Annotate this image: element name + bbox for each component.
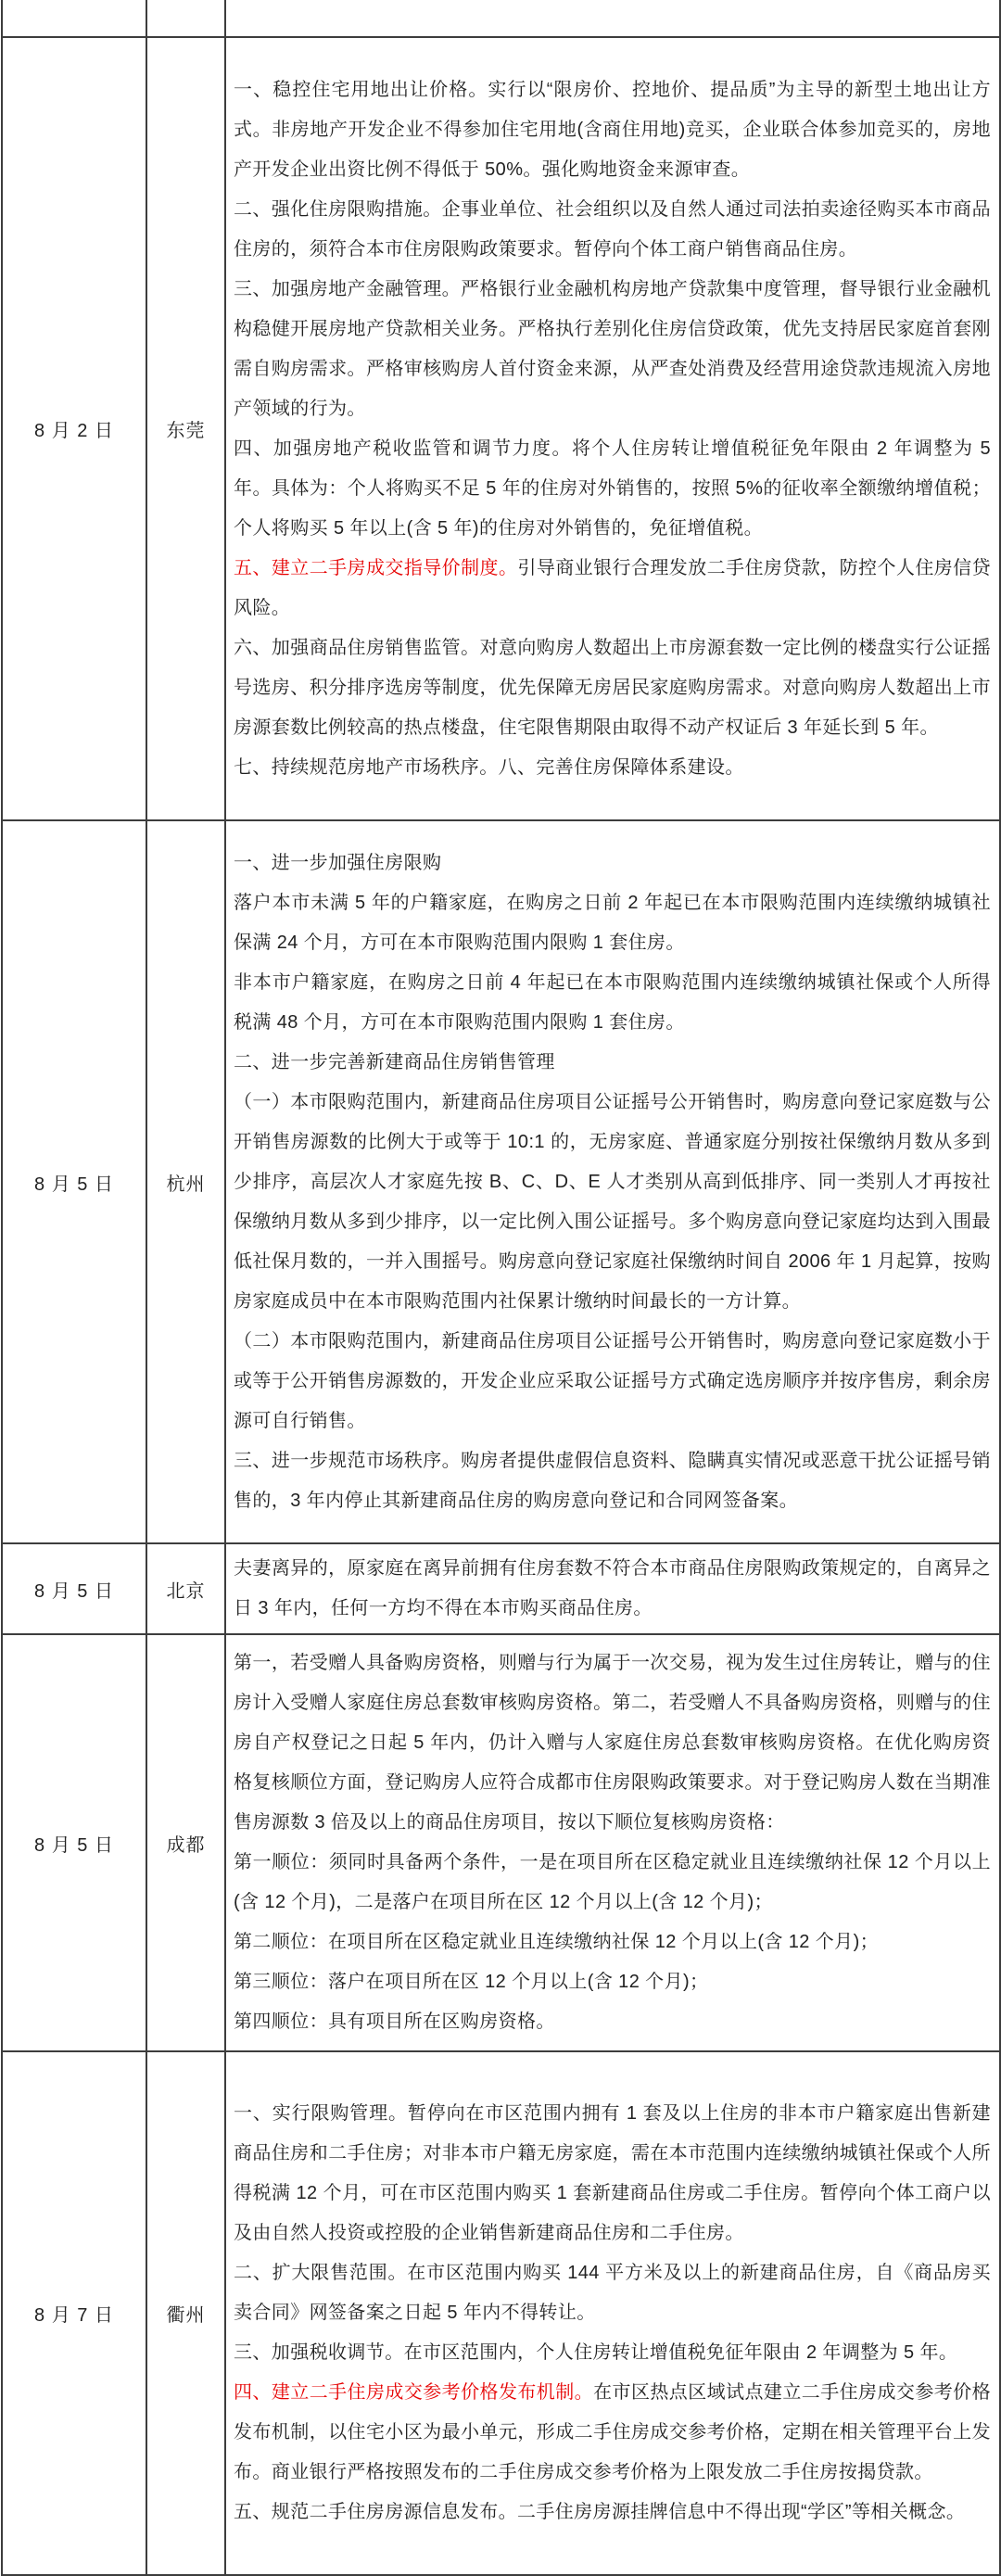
city-cell: 杭州 bbox=[146, 820, 225, 1543]
highlight-red-text: 五、建立二手房成交指导价制度。 bbox=[234, 557, 518, 578]
city-cell bbox=[146, 0, 225, 37]
policy-text: 六、加强商品住房销售监管。对意向购房人数超出上市房源套数一定比例的楼盘实行公证摇号选房、积分排序选房等制度，优先保障无房居民家庭购房需求。对意向购房人数超出上市房源套数比例较高的热点楼盘，住宅限售期限由取得不动产权证后 3 年延长到 5 年。 bbox=[234, 637, 991, 738]
city-cell: 衢州 bbox=[146, 2051, 225, 2575]
policy-paragraph bbox=[234, 270, 991, 429]
policy-text: 夫妻离异的，原家庭在离异前拥有住房套数不符合本市商品住房限购政策规定的，自离异之日 3 年内，任何一方均不得在本市购买商品住房。 bbox=[234, 1558, 991, 1618]
policy-text: 第二顺位：在项目所在区稳定就业且连续缴纳社保 12 个月以上(含 12 个月)； bbox=[234, 1932, 880, 1952]
highlight-red-text: 四、建立二手住房成交参考价格发布机制。 bbox=[234, 2382, 594, 2403]
policy-text: 第三顺位：落户在项目所在区 12 个月以上(含 12 个月)； bbox=[234, 1972, 709, 1992]
policy-text: （一）本市限购范围内，新建商品住房项目公证摇号公开销售时，购房意向登记家庭数与公开销售房源数的比例大于或等于 10:1 的，无房家庭、普通家庭分别按社保缴纳月数从多到少排序，高层次人才家庭先按 B、C、D、E 人才类别从高到低排序、同一类别人才再按社保缴纳月数从多到少排序，以一定比例入围公证摇号。多个购房意向登记家庭均达到入围最低社保月数的，一并入围摇号。购房意向登记家庭社保缴纳时间自 2006 年 1 月起算，按购房家庭成员中在本市限购范围内社保累计缴纳时间最长的一方计算。 bbox=[234, 1091, 991, 1312]
policy-paragraph bbox=[234, 1549, 991, 1629]
policy-paragraph bbox=[234, 1441, 991, 1521]
policy-text: 三、加强税收调节。在市区范围内，个人住房转让增值税免征年限由 2 年调整为 5 年。 bbox=[234, 2342, 958, 2363]
city-cell: 北京 bbox=[146, 1543, 225, 1634]
table-row bbox=[2, 2051, 1000, 2575]
policy-text: 第一顺位：须同时具备两个条件，一是在项目所在区稳定就业且连续缴纳社保 12 个月以上(含 12 个月)，二是落户在项目所在区 12 个月以上(含 12 个月)； bbox=[234, 1852, 991, 1912]
policy-paragraph bbox=[234, 70, 991, 190]
policy-paragraph bbox=[234, 963, 991, 1043]
policy-paragraph bbox=[234, 883, 991, 963]
date-cell: 8 月 2 日 bbox=[2, 37, 146, 820]
policy-paragraph bbox=[234, 628, 991, 748]
policy-paragraph bbox=[234, 429, 991, 549]
policy-text: 一、实行限购管理。暂停向在市区范围内拥有 1 套及以上住房的非本市户籍家庭出售新建商品住房和二手住房；对非本市户籍无房家庭，需在本市范围内连续缴纳城镇社保或个人所得税满 12 个月，可在市区范围内购买 1 套新建商品住房或二手住房。暂停向个体工商户以及由自然人投资或控股的企业销售新建商品住房和二手住房。 bbox=[234, 2103, 991, 2243]
policy-paragraph bbox=[234, 1043, 991, 1083]
policy-paragraph bbox=[234, 2094, 991, 2253]
policy-text: 非本市户籍家庭，在购房之日前 4 年起已在本市限购范围内连续缴纳城镇社保或个人所得税满 48 个月，方可在本市限购范围内限购 1 套住房。 bbox=[234, 971, 991, 1033]
policy-text: 一、稳控住宅用地出让价格。实行以“限房价、控地价、提品质”为主导的新型土地出让方式。非房地产开发企业不得参加住宅用地(含商住用地)竞买，企业联合体参加竞买的，房地产开发企业出资比例不得低于 50%。强化购地资金来源审查。 bbox=[234, 79, 991, 180]
city-cell: 成都 bbox=[146, 1634, 225, 2051]
table-row bbox=[2, 1543, 1000, 1634]
policy-paragraph bbox=[234, 1643, 991, 1843]
policy-paragraph bbox=[234, 1322, 991, 1441]
policy-paragraph bbox=[234, 2333, 991, 2373]
policy-text: 落户本市未满 5 年的户籍家庭，在购房之日前 2 年起已在本市限购范围内连续缴纳城镇社保满 24 个月，方可在本市限购范围内限购 1 套住房。 bbox=[234, 892, 991, 953]
partial-row-top bbox=[2, 0, 1000, 37]
policy-text: 五、规范二手住房房源信息发布。二手住房房源挂牌信息中不得出现“学区”等相关概念。 bbox=[234, 2502, 966, 2522]
policy-text: 四、加强房地产税收监管和调节力度。将个人住房转让增值税征免年限由 2 年调整为 5 年。具体为：个人将购买不足 5 年的住房对外销售的，按照 5%的征收率全额缴纳增值税；个人将购买 5 年以上(含 5 年)的住房对外销售的，免征增值税。 bbox=[234, 438, 991, 539]
policy-paragraph bbox=[234, 549, 991, 628]
policy-paragraph bbox=[234, 844, 991, 883]
table-row bbox=[2, 820, 1000, 1543]
policy-text: 三、加强房地产金融管理。严格银行业金融机构房地产贷款集中度管理，督导银行业金融机构稳健开展房地产贷款相关业务。严格执行差别化住房信贷政策，优先支持居民家庭首套刚需自购房需求。严格审核购房人首付资金来源，从严查处消费及经营用途贷款违规流入房地产领域的行为。 bbox=[234, 278, 991, 419]
policy-paragraph bbox=[234, 2493, 991, 2532]
policy-paragraph bbox=[234, 2373, 991, 2493]
policy-paragraph bbox=[234, 1843, 991, 1922]
policy-cell bbox=[225, 1543, 1000, 1634]
policy-text: 在市区热点区域试点建立二手住房成交参考价格发布机制，以住宅小区为最小单元，形成二手住房成交参考价格，定期在相关管理平台上发布。商业银行严格按照发布的二手住房成交参考价格为上限发放二手住房按揭贷款。 bbox=[234, 2382, 991, 2482]
policy-paragraph bbox=[234, 1083, 991, 1322]
policy-text: 引导商业银行合理发放二手住房贷款，防控个人住房信贷风险。 bbox=[234, 557, 992, 618]
policy-cell bbox=[225, 0, 1000, 37]
table-row bbox=[2, 37, 1000, 820]
policy-paragraph bbox=[234, 2002, 991, 2042]
date-cell: 8 月 5 日 bbox=[2, 1634, 146, 2051]
policy-cell bbox=[225, 37, 1000, 820]
policy-paragraph bbox=[234, 190, 991, 270]
date-cell: 8 月 5 日 bbox=[2, 1543, 146, 1634]
policy-text: （二）本市限购范围内，新建商品住房项目公证摇号公开销售时，购房意向登记家庭数小于或等于公开销售房源数的，开发企业应采取公证摇号方式确定选房顺序并按序售房，剩余房源可自行销售。 bbox=[234, 1330, 991, 1431]
policy-text: 二、扩大限售范围。在市区范围内购买 144 平方米及以上的新建商品住房，自《商品房买卖合同》网签备案之日起 5 年内不得转让。 bbox=[234, 2263, 991, 2323]
policy-table bbox=[1, 0, 1001, 2576]
policy-cell bbox=[225, 2051, 1000, 2575]
city-cell: 东莞 bbox=[146, 37, 225, 820]
policy-table-body bbox=[2, 0, 1000, 2575]
policy-cell bbox=[225, 1634, 1000, 2051]
date-cell bbox=[2, 0, 146, 37]
policy-paragraph bbox=[234, 2253, 991, 2333]
policy-text: 第一，若受赠人具备购房资格，则赠与行为属于一次交易，视为发生过住房转让，赠与的住房计入受赠人家庭住房总套数审核购房资格。第二，若受赠人不具备购房资格，则赠与的住房自产权登记之日起 5 年内，仍计入赠与人家庭住房总套数审核购房资格。在优化购房资格复核顺位方面，登记购房人应符合成都市住房限购政策要求。对于登记购房人数在当期准售房源数 3 倍及以上的商品住房项目，按以下顺位复核购房资格： bbox=[234, 1653, 991, 1833]
policy-text: 第四顺位：具有项目所在区购房资格。 bbox=[234, 2011, 555, 2032]
policy-text: 二、强化住房限购措施。企事业单位、社会组织以及自然人通过司法拍卖途径购买本市商品住房的，须符合本市住房限购政策要求。暂停向个体工商户销售商品住房。 bbox=[234, 198, 991, 260]
policy-paragraph bbox=[234, 1922, 991, 1962]
date-cell: 8 月 5 日 bbox=[2, 820, 146, 1543]
date-cell: 8 月 7 日 bbox=[2, 2051, 146, 2575]
policy-text: 一、进一步加强住房限购 bbox=[234, 852, 442, 873]
table-row bbox=[2, 1634, 1000, 2051]
policy-text: 七、持续规范房地产市场秩序。八、完善住房保障体系建设。 bbox=[234, 756, 744, 778]
policy-paragraph bbox=[234, 1962, 991, 2002]
policy-cell bbox=[225, 820, 1000, 1543]
policy-text: 三、进一步规范市场秩序。购房者提供虚假信息资料、隐瞒真实情况或恶意干扰公证摇号销售的，3 年内停止其新建商品住房的购房意向登记和合同网签备案。 bbox=[234, 1450, 991, 1511]
policy-paragraph bbox=[234, 748, 991, 788]
policy-text: 二、进一步完善新建商品住房销售管理 bbox=[234, 1051, 555, 1072]
